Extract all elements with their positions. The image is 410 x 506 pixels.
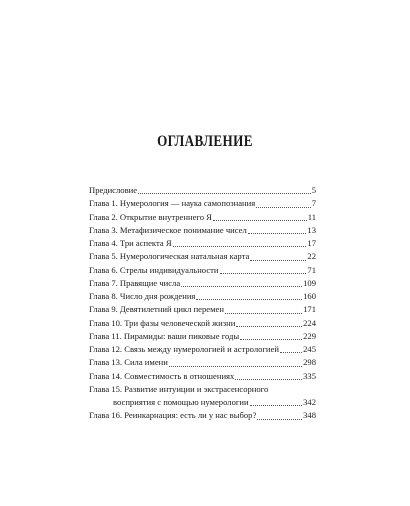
toc-entry: [89, 409, 316, 422]
toc-entry-label: Глава 10. Три фазы человеческой жизни: [89, 317, 236, 328]
toc-entry: [89, 211, 316, 224]
toc-leader-dots: [240, 339, 302, 340]
toc-entry-label: Глава 2. Открытие внутреннего Я: [89, 211, 212, 222]
toc-entry: [89, 264, 316, 277]
toc-entry: [89, 330, 316, 343]
toc-entry: [89, 317, 316, 330]
toc-entry-label: Глава 9. Девятилетний цикл перемен: [89, 304, 224, 315]
toc-entry: [89, 343, 316, 356]
toc-entry-label: Глава 16. Реинкарнация: есть ли у нас выбор?: [89, 410, 257, 421]
toc-entry-page: 245: [303, 344, 316, 354]
toc-entry: [89, 224, 316, 237]
toc-entry: [89, 356, 316, 369]
toc-leader-dots: [248, 233, 307, 234]
toc-leader-dots: [236, 326, 302, 327]
toc-entry-page: 171: [303, 304, 316, 315]
toc-entry-label: Глава 7. Правящие числа: [89, 277, 181, 288]
toc-leader-dots: [256, 207, 310, 208]
toc-entry: [89, 184, 316, 197]
toc-entry: [89, 370, 316, 383]
toc-entry-label: Глава 6. Стрелы индивидуальности: [89, 264, 219, 275]
toc-entry-label: Глава 11. Пирамиды: ваши пиковые годы: [89, 330, 240, 341]
toc-entry-label: Предисловие: [89, 185, 138, 195]
toc-entry: [89, 303, 316, 316]
toc-entry-page: 13: [307, 224, 316, 235]
toc-entry: [89, 277, 316, 290]
toc-entry-page: 160: [303, 291, 316, 301]
toc-leader-dots: [181, 286, 302, 287]
toc-entry-label: Глава 3. Метафизическое понимание чисел: [89, 224, 247, 235]
toc-entry-label: Глава 4. Три аспекта Я: [89, 238, 172, 248]
toc-entry-label: Глава 5. Нумерологическая натальная карта: [89, 251, 250, 262]
toc-entry-label: Глава 15. Развитие интуиции и экстрасенсорного: [89, 383, 269, 394]
toc-leader-dots: [250, 260, 306, 261]
toc-entry-label: Глава 8. Число дня рождения: [89, 291, 196, 301]
toc-entry-page: 342: [303, 397, 316, 407]
toc-entry-page: 7: [311, 198, 316, 209]
toc-leader-dots: [196, 299, 302, 300]
toc-leader-dots: [173, 246, 307, 247]
toc-leader-dots: [169, 366, 302, 367]
toc-leader-dots: [235, 379, 302, 380]
toc-entry: [89, 250, 316, 263]
toc-entry-label: Глава 13. Сила имени: [89, 357, 168, 368]
toc-entry-page: 348: [303, 410, 316, 421]
toc-entry-page: 224: [303, 317, 316, 328]
toc-entry-page: 71: [307, 264, 316, 275]
toc-leader-dots: [138, 193, 311, 194]
toc-entry-page: 11: [307, 211, 316, 222]
toc-entry: [89, 290, 316, 303]
toc-title: ОГЛАВЛЕНИЕ: [157, 133, 253, 150]
toc-entry-continuation: [89, 396, 316, 409]
toc-entry-label: Глава 12. Связь между нумерологией и астрологией: [89, 344, 279, 354]
table-of-contents: [89, 184, 316, 423]
toc-entry-label: Глава 14. Совместимость в отношениях: [89, 370, 235, 381]
toc-entry-page: 335: [303, 370, 316, 381]
toc-leader-dots: [213, 220, 307, 221]
toc-entry-page: 298: [303, 357, 316, 368]
toc-entry-page: 229: [303, 330, 316, 341]
toc-entry: [89, 383, 316, 396]
toc-leader-dots: [280, 352, 302, 353]
toc-entry-page: 109: [303, 277, 316, 288]
toc-entry: [89, 237, 316, 250]
toc-entry: [89, 197, 316, 210]
toc-entry-label: восприятия с помощью нумерологии: [113, 397, 249, 407]
toc-entry-page: 22: [307, 251, 316, 262]
toc-leader-dots: [250, 405, 303, 406]
toc-leader-dots: [257, 419, 302, 420]
toc-entry-label: Глава 1. Нумерология — наука самопознания: [89, 198, 256, 209]
toc-leader-dots: [225, 313, 302, 314]
toc-entry-page: 17: [307, 238, 316, 248]
toc-entry-page: 5: [311, 185, 316, 195]
toc-leader-dots: [220, 273, 307, 274]
